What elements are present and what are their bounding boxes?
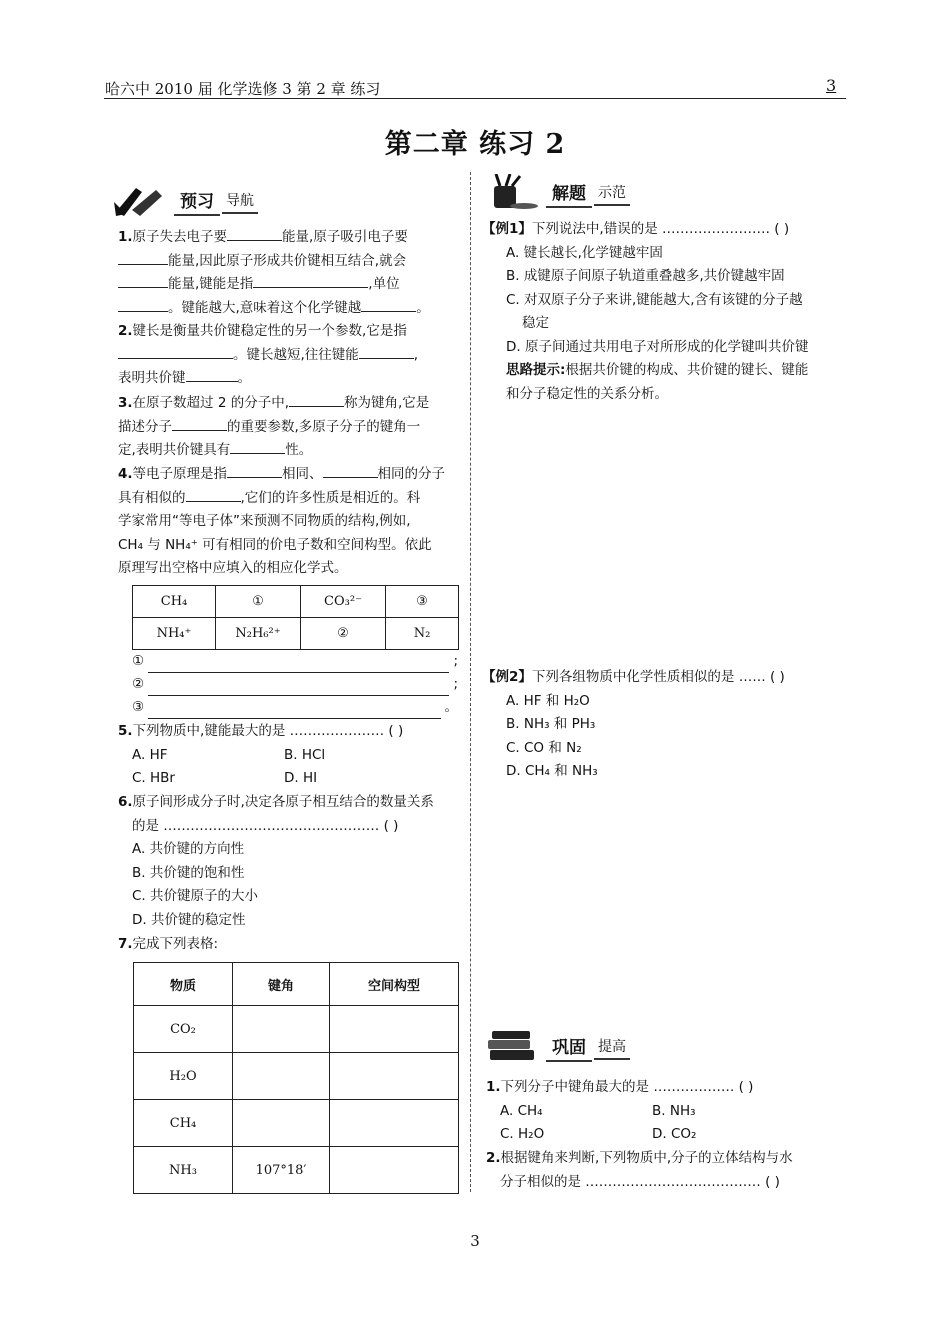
page-header-title: 哈六中 2010 届 化学选修 3 第 2 章 练习 <box>105 80 381 98</box>
table-header: 空间构型 <box>330 963 459 1006</box>
blank[interactable] <box>253 273 368 288</box>
question-3: 3.在原子数超过 2 的分子中, 称为键角,它是 描述分子 的重要参数,多原子分子的键角一 定,表明共价键具有 性。 <box>118 392 458 463</box>
table-cell: ② <box>301 618 386 650</box>
option-a[interactable]: A. 键长越长,化学键越牢固 <box>506 244 663 261</box>
table-cell: ③ <box>386 586 459 618</box>
option-c[interactable]: C. HBr <box>132 770 175 786</box>
option-d[interactable]: D. CO₂ <box>652 1126 697 1142</box>
blank[interactable] <box>230 439 285 454</box>
blank[interactable] <box>361 297 416 312</box>
option-a[interactable]: A. HF 和 H₂O <box>506 692 590 709</box>
table-cell: CH₄ <box>133 586 216 618</box>
blank[interactable] <box>359 344 414 359</box>
example-2: 【例2】下列各组物质中化学性质相似的是 …… ( ) A. HF 和 H₂O B. NH₃ 和 PH₃ C. CO 和 N₂ D. CH₄ 和 NH₃ <box>482 666 828 784</box>
option-b[interactable]: B. 成键原子间原子轨道重叠越多,共价键越牢固 <box>506 268 785 284</box>
section-preview-header <box>112 182 258 218</box>
question-6: 6.原子间形成分子时,决定各原子相互结合的数量关系 的是 ………………………………………… ( ) A. 共价键的方向性 B. 共价键的饱和性 C. 共价键原子的大小 D. 共价键的稳定性 <box>118 791 458 932</box>
question-5: 5.下列物质中,键能最大的是 ………………… ( ) A. HF B. HCl C. HBr D. HI <box>118 720 458 791</box>
consolidate-question-2: 2.根据键角来判断,下列物质中,分子的立体结构与水 分子相似的是 ………………………………… ( ) <box>486 1150 793 1190</box>
option-b[interactable]: B. NH₃ <box>652 1102 696 1119</box>
option-b[interactable]: B. HCl <box>284 746 326 763</box>
option-d[interactable]: D. 共价键的稳定性 <box>132 911 246 928</box>
option-c[interactable]: C. H₂O <box>500 1126 545 1142</box>
question-1: 1.原子失去电子要 能量,原子吸引电子要 能量,因此原子形成共价键相互结合,就会 能量,键能是指 ,单位 。键能越大,意味着这个化学键越 。 <box>118 226 458 320</box>
blank[interactable] <box>172 416 227 431</box>
blank[interactable] <box>186 487 241 502</box>
table-row: CH₄ <box>134 1100 459 1147</box>
blank[interactable] <box>289 392 344 407</box>
table-cell: N₂H₆²⁺ <box>216 618 301 650</box>
option-d[interactable]: D. CH₄ 和 NH₃ <box>506 763 598 779</box>
table-header: 物质 <box>134 963 233 1006</box>
example-1: 【例1】下列说法中,错误的是 …………………… ( ) A. 键长越长,化学键越牢固 B. 成键原子间原子轨道重叠越多,共价键越牢固 C. 对双原子分子来讲,键能越大,含有该键的分子越 稳定 D. 原子间通过共用电子对所形成的化学键叫共价键 思路提示:根据共价键的构成、共价键的键长、键能 和分子稳定性的关系分析。 <box>482 218 828 406</box>
blank[interactable] <box>118 273 168 288</box>
hint-text: 和分子稳定性的关系分析。 <box>506 385 668 402</box>
table-cell: CO₃²⁻ <box>301 586 386 618</box>
answer-line-2[interactable]: ② ; <box>132 673 458 696</box>
blank[interactable] <box>227 226 282 241</box>
section-sublabel: 示范 <box>594 178 630 206</box>
answer-line-3[interactable]: ③ 。 <box>132 696 458 719</box>
blank[interactable] <box>227 463 282 478</box>
section-sublabel: 导航 <box>222 186 258 214</box>
table-row: CO₂ <box>134 1006 459 1053</box>
table-row: NH₃ 107°18′ <box>134 1147 459 1194</box>
answer-line-1[interactable]: ① ; <box>132 650 458 673</box>
header-rule <box>104 98 846 99</box>
hint-text: 根据共价键的构成、共价键的键长、键能 <box>565 362 809 378</box>
option-d[interactable]: D. 原子间通过共用电子对所形成的化学键叫共价键 <box>506 338 809 355</box>
answer-lines <box>132 650 458 719</box>
question-7: 7.完成下列表格: <box>118 936 219 952</box>
option-d[interactable]: D. HI <box>284 770 318 786</box>
blank[interactable] <box>186 367 238 382</box>
table-cell: NH₄⁺ <box>133 618 216 650</box>
page-title: 第二章 练习 2 <box>384 129 566 160</box>
section-label: 巩固 <box>546 1031 592 1062</box>
hint-label: 思路提示: <box>506 362 566 378</box>
pen-cup-icon <box>484 174 540 210</box>
blank[interactable] <box>118 344 233 359</box>
column-divider <box>470 172 471 1192</box>
option-c-continued: 稳定 <box>522 315 549 331</box>
books-stack-icon <box>484 1028 540 1064</box>
table-header: 键角 <box>233 963 330 1006</box>
option-c[interactable]: C. CO 和 N₂ <box>506 739 582 756</box>
question-4: 4.等电子原理是指 相同、 相同的分子 具有相似的 ,它们的许多性质是相近的。科 学家常用“等电子体”来预测不同物质的结构,例如, CH₄ 与 NH₄⁺ 可有相同的价电子数和空间构型。依此 原理写出空格中应填入的相应化学式。 <box>118 463 458 581</box>
blank[interactable] <box>118 250 168 265</box>
option-b[interactable]: B. 共价键的饱和性 <box>132 864 245 881</box>
book-arrow-icon <box>112 182 168 218</box>
bond-angle-table <box>133 962 459 1194</box>
blank[interactable] <box>118 297 168 312</box>
section-sublabel: 提高 <box>594 1032 630 1060</box>
section-consolidate-header <box>484 1028 630 1064</box>
section-label: 预习 <box>174 185 220 216</box>
option-a[interactable]: A. CH₄ <box>500 1102 543 1119</box>
option-a[interactable]: A. 共价键的方向性 <box>132 841 245 857</box>
table-cell: ① <box>216 586 301 618</box>
consolidate-question-1: 1.下列分子中键角最大的是 ……………… ( ) A. CH₄ B. NH₃ C. H₂O D. CO₂ <box>486 1076 828 1147</box>
option-c[interactable]: C. 共价键原子的大小 <box>132 888 259 904</box>
question-2: 2.键长是衡量共价键稳定性的另一个参数,它是指 。键长越短,往往键能 , 表明共价键 。 <box>118 323 419 386</box>
option-b[interactable]: B. NH₃ 和 PH₃ <box>506 716 596 732</box>
table-cell: N₂ <box>386 618 459 650</box>
table-row: H₂O <box>134 1053 459 1100</box>
section-solve-header <box>484 174 630 210</box>
option-c[interactable]: C. 对双原子分子来讲,键能越大,含有该键的分子越 <box>506 291 803 308</box>
isoelectronic-table <box>132 585 459 650</box>
option-a[interactable]: A. HF <box>132 746 168 763</box>
section-label: 解题 <box>546 177 592 208</box>
page-footer-number: 3 <box>470 1232 480 1250</box>
blank[interactable] <box>323 463 378 478</box>
page-header-number: 3 <box>826 76 837 95</box>
